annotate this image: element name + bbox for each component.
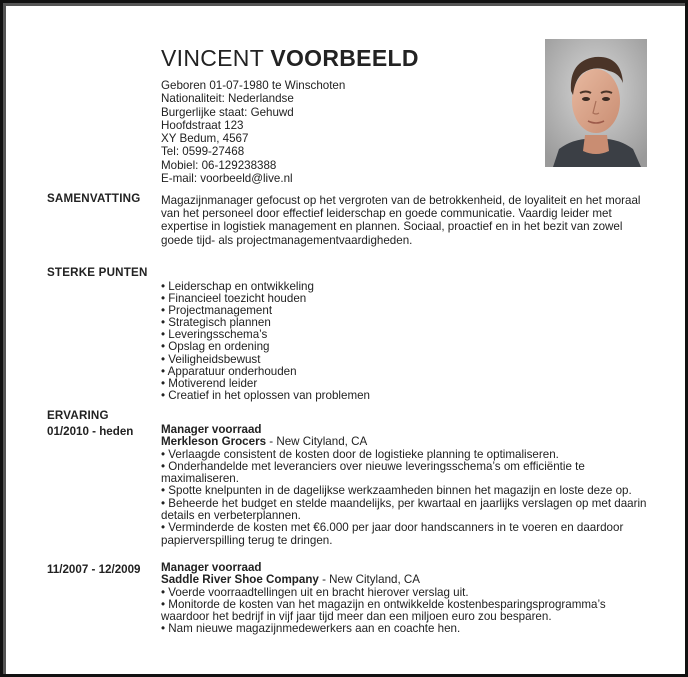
strengths-list <box>161 281 370 402</box>
list-item: • Strategisch plannen <box>161 317 370 329</box>
contact-line: Mobiel: 06-129238388 <box>161 158 277 172</box>
company-location: - New Cityland, CA <box>266 435 368 449</box>
list-item: • Leiderschap en ontwikkeling <box>161 281 370 293</box>
list-item: • Verminderde de kosten met €6.000 per jaar door handscanners in te voeren en daardoor papierverspilling terug te dringen. <box>161 522 647 547</box>
job-company-line <box>161 436 647 448</box>
list-item: • Voerde voorraadtellingen uit en bracht hierover verslag uit. <box>161 587 647 599</box>
experience-heading: ERVARING <box>47 409 109 422</box>
list-item: • Projectmanagement <box>161 305 370 317</box>
company-name: Saddle River Shoe Company <box>161 573 319 587</box>
job-title: Manager voorraad <box>161 561 262 574</box>
candidate-name <box>161 45 419 72</box>
contact-line: Nationaliteit: Nederlandse <box>161 92 294 106</box>
list-item: • Monitorde de kosten van het magazijn en ontwikkelde kostenbesparingsprogramma’s waardoor het bedrijf in vijf jaar tijd meer dan een miljoen euro zou besparen. <box>161 599 647 624</box>
contact-line: XY Bedum, 4567 <box>161 132 249 146</box>
summary-text: Magazijnmanager gefocust op het vergroten van de betrokkenheid, de loyaliteit en het moraal van het personeel door effectief leiderschap en goede communicatie. Vaardig leider met expertise in logistiek management en plannen. Sociaal, proactief en in het bezit van zowel goede tijd- als projectmanagementvaardigheden. <box>161 194 641 247</box>
list-item: • Verlaagde consistent de kosten door de logistieke planning te optimaliseren. <box>161 449 647 461</box>
profile-photo <box>545 39 647 167</box>
company-name: Merkleson Grocers <box>161 435 267 449</box>
list-item: • Spotte knelpunten in de dagelijkse werkzaamheden binnen het magazijn en loste deze op. <box>161 485 647 497</box>
list-item: • Leveringsschema’s <box>161 329 370 341</box>
contact-line: Geboren 01-07-1980 te Winschoten <box>161 79 346 92</box>
last-name: VOORBEELD <box>270 45 419 71</box>
summary-heading: SAMENVATTING <box>47 192 141 205</box>
portrait-image <box>545 39 647 167</box>
list-item: • Creatief in het oplossen van problemen <box>161 390 370 402</box>
job-bullets <box>161 449 647 547</box>
contact-line: E-mail: voorbeeld@live.nl <box>161 172 293 186</box>
list-item: • Onderhandelde met leveranciers over nieuwe leveringsschema’s om efficiëntie te maximaliseren. <box>161 461 647 486</box>
list-item: • Opslag en ordening <box>161 341 370 353</box>
contact-line: Tel: 0599-27468 <box>161 145 245 159</box>
job-bullets <box>161 587 647 636</box>
company-location: - New Cityland, CA <box>318 573 421 587</box>
job-dates: 11/2007 - 12/2009 <box>47 563 141 576</box>
job-dates: 01/2010 - heden <box>47 425 134 438</box>
list-item: • Financieel toezicht houden <box>161 293 370 305</box>
job-entry <box>161 562 647 636</box>
strengths-heading: STERKE PUNTEN <box>47 266 148 279</box>
list-item: • Beheerde het budget en stelde maandelijks, per kwartaal en jaarlijks verslagen op met daarin details en verbeterplannen. <box>161 498 647 523</box>
list-item: • Motiverend leider <box>161 378 370 390</box>
list-item: • Nam nieuwe magazijnmedewerkers aan en coachte hen. <box>161 623 647 635</box>
job-entry <box>161 424 647 547</box>
list-item: • Apparatuur onderhouden <box>161 366 370 378</box>
contact-line: Burgerlijke staat: Gehuwd <box>161 105 294 119</box>
first-name: VINCENT <box>161 45 264 71</box>
contact-details <box>161 79 345 185</box>
contact-line: Hoofdstraat 123 <box>161 118 244 132</box>
job-title: Manager voorraad <box>161 423 262 436</box>
job-company-line <box>161 574 647 586</box>
list-item: • Veiligheidsbewust <box>161 354 370 366</box>
